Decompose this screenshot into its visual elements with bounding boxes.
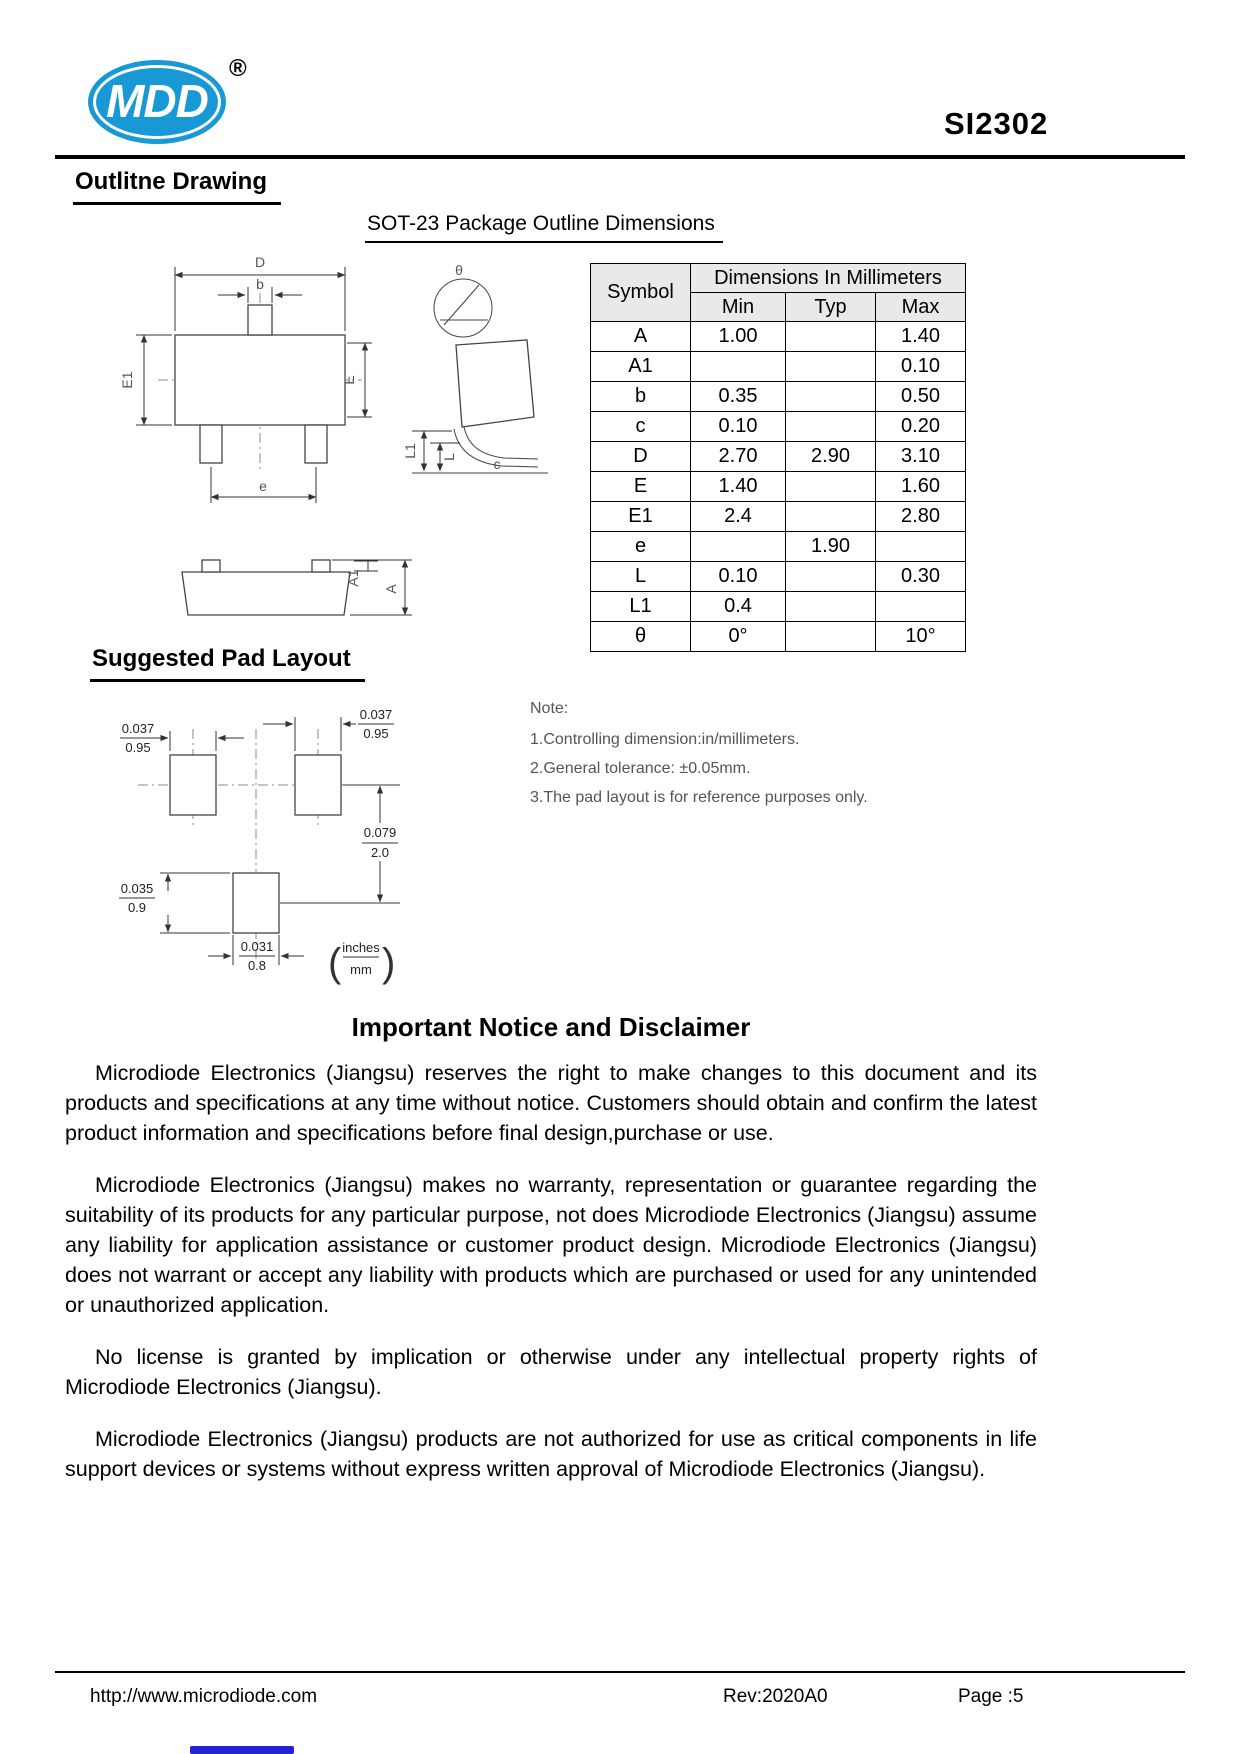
cell-max [876,532,966,562]
cell-symbol: θ [591,622,691,652]
top-view-drawing [119,254,372,503]
paren-left: ( [328,941,342,985]
footer-url-link[interactable]: http://www.microdiode.com [90,1686,318,1707]
disclaimer-paragraph: Microdiode Electronics (Jiangsu) products are not authorized for use as critical components in life support devices or systems without express written approval of Microdiode Electronics (Jiangsu). [65,1427,1037,1481]
cell-symbol: E [591,472,691,502]
cell-max: 0.20 [876,412,966,442]
cell-typ [786,472,876,502]
table-row [591,592,966,622]
dim-label-L1: L1 [402,443,418,459]
disclaimer-paragraph: Microdiode Electronics (Jiangsu) reserves the right to make changes to this document and its products and specifications at any time without notice. Customers should obtain and confirm the latest product information and specifications before final design,purchase or use. [65,1061,1037,1145]
dim-label-theta: θ [455,262,463,278]
units-note [328,940,395,985]
dim-value-mm: 0.95 [125,740,151,755]
cell-symbol: A1 [591,352,691,382]
part-number: SI2302 [944,106,1049,141]
pad-layout-drawing [80,685,480,1005]
cell-typ [786,592,876,622]
dim-value-mm: 0.9 [127,900,147,915]
dim-value-mm: 0.8 [247,958,267,973]
notes-title: Note: [530,700,569,717]
dim-label-A1: A1 [345,569,361,587]
cell-typ [786,412,876,442]
dim-top-right-pad-width [263,707,394,751]
dim-label-b: b [256,276,264,292]
col-header-min: Min [691,293,786,322]
cell-min: 2.70 [691,442,786,472]
dim-label-E: E [341,375,357,385]
outline-drawing-title: Outlitne Drawing [73,168,281,205]
table-row [591,622,966,652]
cell-typ: 1.90 [786,532,876,562]
cell-symbol: E1 [591,502,691,532]
note-item: 3.The pad layout is for reference purposes only. [530,789,868,806]
col-header-symbol: Symbol [591,264,691,322]
cell-min: 0.10 [691,562,786,592]
dim-value-inches: 0.037 [121,721,155,736]
cell-min [691,532,786,562]
cell-max: 0.10 [876,352,966,382]
cell-symbol: e [591,532,691,562]
cell-max: 1.40 [876,322,966,352]
cell-typ [786,502,876,532]
disclaimer-paragraph: Microdiode Electronics (Jiangsu) makes no warranty, representation or guarantee regarding the suitability of its products for any particular purpose, not does Microdiode Electronics (Jiangsu) assume any liability for application assistance or customer product design. Microdiode Electronics (Jiangsu) does not warrant or accept any liability with products which are purchased or used for any unintended or unauthorized application. [65,1173,1037,1317]
dimensions-table [590,263,966,652]
cell-typ: 2.90 [786,442,876,472]
cell-max: 0.50 [876,382,966,412]
footer-page-number: Page :5 [958,1686,1024,1707]
dim-label-E1: E1 [119,371,135,389]
table-row [591,352,966,382]
registered-trademark-symbol: ® [229,55,247,82]
table-header-row [591,264,966,293]
dim-value-mm: 2.0 [370,845,390,860]
dim-label-e: e [259,478,267,494]
pad-layout-title: Suggested Pad Layout [90,645,365,682]
note-item: 1.Controlling dimension:in/millimeters. [530,731,800,748]
dim-value-inches: 0.031 [240,939,274,954]
header-rule [55,155,1185,159]
dim-value-mm: 0.95 [363,726,389,741]
col-header-typ: Typ [786,293,876,322]
cell-min: 0.10 [691,412,786,442]
col-header-group: Dimensions In Millimeters [691,264,966,293]
cell-min: 0° [691,622,786,652]
table-row [591,532,966,562]
footer-rule [55,1671,1185,1673]
dim-value-inches: 0.035 [120,881,154,896]
units-mm-label: mm [350,962,372,977]
table-row [591,562,966,592]
cell-min: 2.4 [691,502,786,532]
dim-top-left-pad-width [120,721,244,755]
cell-typ [786,322,876,352]
mdd-logo [88,60,226,144]
cell-max [876,592,966,622]
dim-bottom-pad-height [119,873,230,933]
cell-max: 10° [876,622,966,652]
side-view-drawing [402,262,548,473]
notes-block [530,700,868,818]
cell-typ [786,352,876,382]
units-inches-label: inches [342,940,380,955]
dim-label-A: A [383,584,399,594]
dim-value-inches: 0.037 [359,707,393,722]
paren-right: ) [382,941,396,985]
cell-symbol: D [591,442,691,472]
cell-typ [786,382,876,412]
cell-max: 0.30 [876,562,966,592]
disclaimer-paragraph: No license is granted by implication or otherwise under any intellectual property rights of Microdiode Electronics (Jiangsu). [65,1345,1037,1399]
table-row [591,472,966,502]
cell-symbol: L [591,562,691,592]
col-header-max: Max [876,293,966,322]
footer-revision: Rev:2020A0 [723,1686,828,1707]
outline-drawing [60,245,580,645]
table-row [591,502,966,532]
dim-label-L: L [441,453,457,461]
cell-max: 1.60 [876,472,966,502]
package-subtitle: SOT-23 Package Outline Dimensions [365,212,723,243]
disclaimer-title: Important Notice and Disclaimer [351,1012,751,1042]
cell-typ [786,562,876,592]
table-row [591,442,966,472]
cell-symbol: c [591,412,691,442]
cell-min: 1.40 [691,472,786,502]
dim-label-D: D [254,254,266,270]
logo-text: MDD [106,74,208,127]
cell-min: 1.00 [691,322,786,352]
table-row [591,382,966,412]
cell-symbol: L1 [591,592,691,622]
bottom-view-drawing [182,560,412,615]
table-row [591,322,966,352]
dim-label-c: c [493,456,501,472]
footer-link-highlight [190,1746,294,1754]
cell-symbol: b [591,382,691,412]
cell-min: 0.35 [691,382,786,412]
table-row [591,412,966,442]
cell-max: 3.10 [876,442,966,472]
cell-max: 2.80 [876,502,966,532]
note-item: 2.General tolerance: ±0.05mm. [530,760,751,777]
cell-typ [786,622,876,652]
dim-value-inches: 0.079 [363,825,397,840]
cell-min: 0.4 [691,592,786,622]
cell-symbol: A [591,322,691,352]
disclaimer-body [65,1058,1037,1506]
cell-min [691,352,786,382]
